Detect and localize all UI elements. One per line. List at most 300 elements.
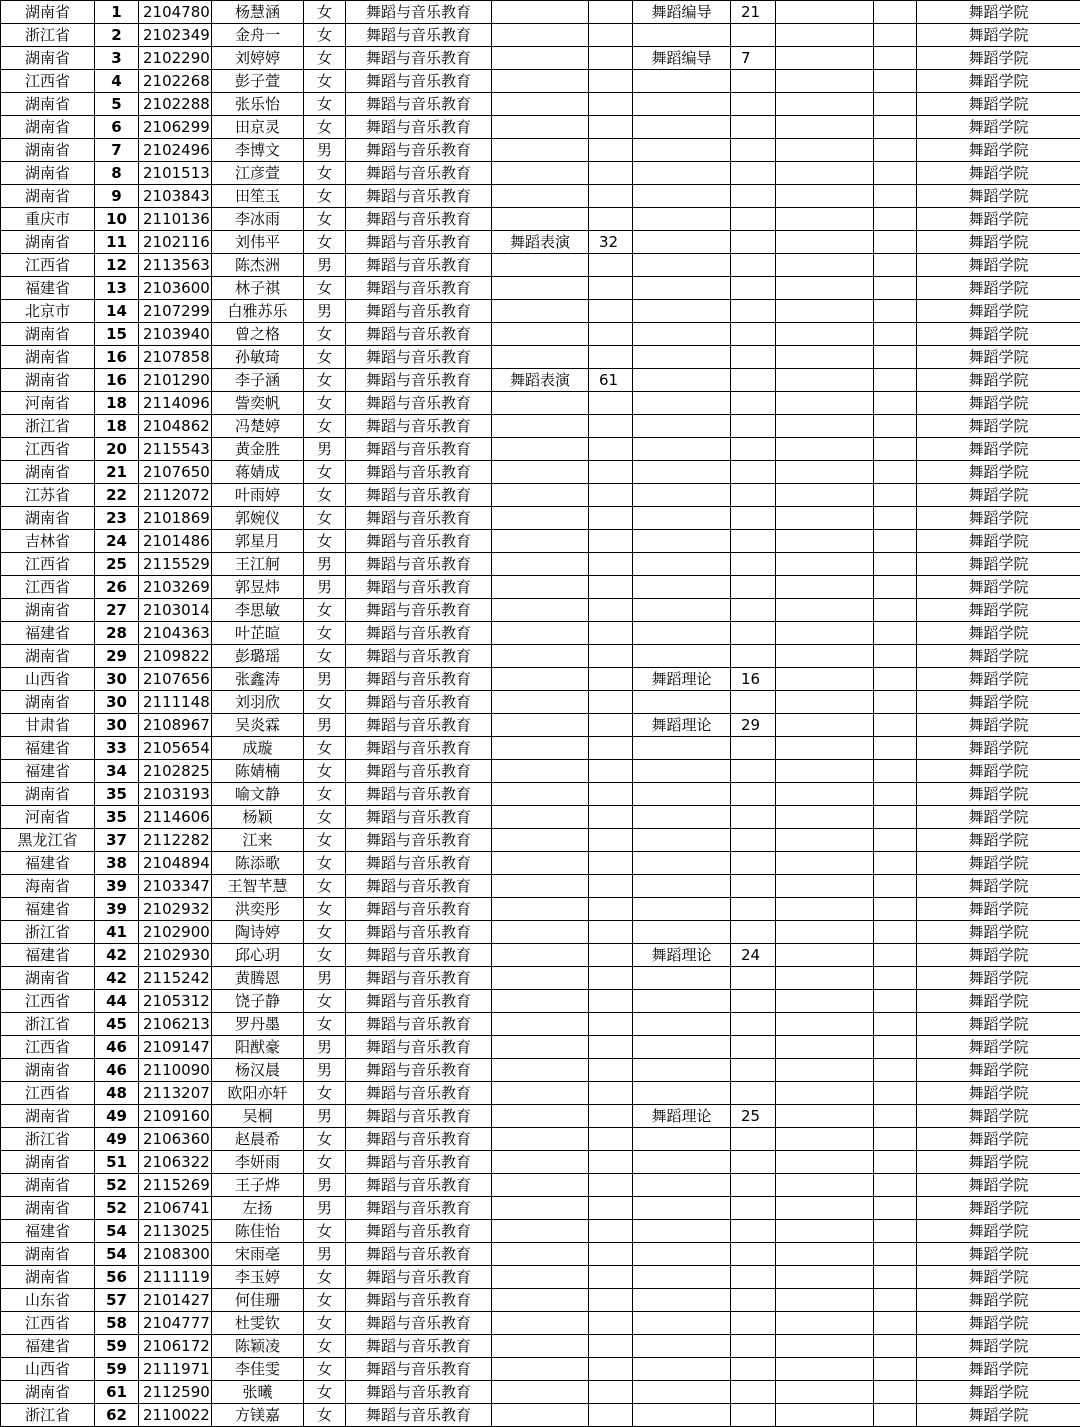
performance-subject-cell bbox=[492, 691, 589, 714]
performance-subject-cell bbox=[492, 576, 589, 599]
name-cell: 黄腾恩 bbox=[212, 967, 304, 990]
choreo-theory-rank-cell bbox=[731, 806, 776, 829]
performance-rank-cell bbox=[589, 783, 633, 806]
name-cell: 曾之格 bbox=[212, 323, 304, 346]
performance-rank-cell bbox=[589, 392, 633, 415]
choreo-theory-rank-cell bbox=[731, 70, 776, 93]
extra-subject-cell bbox=[776, 162, 874, 185]
table-body bbox=[1, 1, 1080, 1427]
choreo-theory-subject-cell bbox=[633, 829, 731, 852]
exam-id-cell: 2103014 bbox=[139, 599, 212, 622]
college-cell: 舞蹈学院 bbox=[917, 1381, 1080, 1404]
gender-cell: 女 bbox=[304, 162, 346, 185]
choreo-theory-subject-cell bbox=[633, 1013, 731, 1036]
college-cell: 舞蹈学院 bbox=[917, 300, 1080, 323]
table-row bbox=[1, 967, 1080, 990]
choreo-theory-rank-cell bbox=[731, 1243, 776, 1266]
extra-subject-cell bbox=[776, 668, 874, 691]
rank-cell: 26 bbox=[95, 576, 139, 599]
gender-cell: 女 bbox=[304, 484, 346, 507]
major-cell: 舞蹈与音乐教育 bbox=[346, 507, 492, 530]
major-cell: 舞蹈与音乐教育 bbox=[346, 1197, 492, 1220]
province-cell: 山西省 bbox=[1, 1358, 95, 1381]
name-cell: 李妍雨 bbox=[212, 1151, 304, 1174]
rank-cell: 25 bbox=[95, 553, 139, 576]
table-row bbox=[1, 93, 1080, 116]
performance-rank-cell bbox=[589, 921, 633, 944]
exam-id-cell: 2102268 bbox=[139, 70, 212, 93]
extra-rank-cell bbox=[874, 668, 917, 691]
gender-cell: 女 bbox=[304, 70, 346, 93]
major-cell: 舞蹈与音乐教育 bbox=[346, 346, 492, 369]
choreo-theory-subject-cell bbox=[633, 1059, 731, 1082]
major-cell: 舞蹈与音乐教育 bbox=[346, 944, 492, 967]
choreo-theory-rank-cell bbox=[731, 645, 776, 668]
major-cell: 舞蹈与音乐教育 bbox=[346, 1059, 492, 1082]
extra-subject-cell bbox=[776, 875, 874, 898]
extra-subject-cell bbox=[776, 806, 874, 829]
gender-cell: 女 bbox=[304, 415, 346, 438]
major-cell: 舞蹈与音乐教育 bbox=[346, 93, 492, 116]
choreo-theory-subject-cell bbox=[633, 737, 731, 760]
performance-subject-cell bbox=[492, 530, 589, 553]
performance-subject-cell bbox=[492, 668, 589, 691]
choreo-theory-subject-cell bbox=[633, 1381, 731, 1404]
name-cell: 郭星月 bbox=[212, 530, 304, 553]
choreo-theory-rank-cell: 25 bbox=[731, 1105, 776, 1128]
choreo-theory-subject-cell bbox=[633, 1036, 731, 1059]
name-cell: 李思敏 bbox=[212, 599, 304, 622]
performance-subject-cell bbox=[492, 1358, 589, 1381]
college-cell: 舞蹈学院 bbox=[917, 645, 1080, 668]
choreo-theory-rank-cell bbox=[731, 1358, 776, 1381]
rank-cell: 59 bbox=[95, 1358, 139, 1381]
performance-subject-cell bbox=[492, 875, 589, 898]
performance-rank-cell bbox=[589, 1404, 633, 1427]
choreo-theory-subject-cell bbox=[633, 1128, 731, 1151]
choreo-theory-subject-cell bbox=[633, 70, 731, 93]
choreo-theory-rank-cell bbox=[731, 116, 776, 139]
choreo-theory-rank-cell bbox=[731, 438, 776, 461]
performance-subject-cell bbox=[492, 806, 589, 829]
major-cell: 舞蹈与音乐教育 bbox=[346, 369, 492, 392]
college-cell: 舞蹈学院 bbox=[917, 1013, 1080, 1036]
table-row bbox=[1, 323, 1080, 346]
performance-rank-cell bbox=[589, 47, 633, 70]
performance-subject-cell bbox=[492, 737, 589, 760]
performance-subject-cell bbox=[492, 1128, 589, 1151]
gender-cell: 女 bbox=[304, 93, 346, 116]
gender-cell: 男 bbox=[304, 668, 346, 691]
rank-cell: 61 bbox=[95, 1381, 139, 1404]
extra-rank-cell bbox=[874, 898, 917, 921]
table-row bbox=[1, 1, 1080, 24]
rank-cell: 10 bbox=[95, 208, 139, 231]
gender-cell: 男 bbox=[304, 1059, 346, 1082]
extra-subject-cell bbox=[776, 530, 874, 553]
province-cell: 福建省 bbox=[1, 1220, 95, 1243]
province-cell: 江苏省 bbox=[1, 484, 95, 507]
major-cell: 舞蹈与音乐教育 bbox=[346, 691, 492, 714]
exam-id-cell: 2101427 bbox=[139, 1289, 212, 1312]
gender-cell: 女 bbox=[304, 208, 346, 231]
extra-subject-cell bbox=[776, 1335, 874, 1358]
table-row bbox=[1, 1381, 1080, 1404]
name-cell: 刘婷婷 bbox=[212, 47, 304, 70]
gender-cell: 女 bbox=[304, 1082, 346, 1105]
performance-subject-cell bbox=[492, 392, 589, 415]
college-cell: 舞蹈学院 bbox=[917, 461, 1080, 484]
name-cell: 刘羽欣 bbox=[212, 691, 304, 714]
major-cell: 舞蹈与音乐教育 bbox=[346, 185, 492, 208]
college-cell: 舞蹈学院 bbox=[917, 852, 1080, 875]
choreo-theory-subject-cell bbox=[633, 599, 731, 622]
choreo-theory-subject-cell bbox=[633, 438, 731, 461]
choreo-theory-subject-cell bbox=[633, 484, 731, 507]
exam-id-cell: 2106299 bbox=[139, 116, 212, 139]
table-row bbox=[1, 47, 1080, 70]
province-cell: 河南省 bbox=[1, 392, 95, 415]
gender-cell: 女 bbox=[304, 829, 346, 852]
major-cell: 舞蹈与音乐教育 bbox=[346, 461, 492, 484]
choreo-theory-subject-cell bbox=[633, 622, 731, 645]
province-cell: 湖南省 bbox=[1, 783, 95, 806]
table-row bbox=[1, 1220, 1080, 1243]
table-row bbox=[1, 714, 1080, 737]
rank-cell: 46 bbox=[95, 1059, 139, 1082]
performance-subject-cell bbox=[492, 1312, 589, 1335]
major-cell: 舞蹈与音乐教育 bbox=[346, 1220, 492, 1243]
exam-id-cell: 2104862 bbox=[139, 415, 212, 438]
table-row bbox=[1, 1059, 1080, 1082]
college-cell: 舞蹈学院 bbox=[917, 760, 1080, 783]
performance-rank-cell bbox=[589, 1197, 633, 1220]
extra-rank-cell bbox=[874, 231, 917, 254]
choreo-theory-subject-cell bbox=[633, 392, 731, 415]
extra-subject-cell bbox=[776, 1381, 874, 1404]
gender-cell: 女 bbox=[304, 921, 346, 944]
performance-rank-cell bbox=[589, 346, 633, 369]
gender-cell: 女 bbox=[304, 392, 346, 415]
name-cell: 欧阳亦轩 bbox=[212, 1082, 304, 1105]
table-row bbox=[1, 645, 1080, 668]
exam-id-cell: 2109147 bbox=[139, 1036, 212, 1059]
exam-id-cell: 2107858 bbox=[139, 346, 212, 369]
choreo-theory-subject-cell bbox=[633, 898, 731, 921]
extra-subject-cell bbox=[776, 967, 874, 990]
exam-id-cell: 2103600 bbox=[139, 277, 212, 300]
name-cell: 李玉婷 bbox=[212, 1266, 304, 1289]
choreo-theory-subject-cell bbox=[633, 645, 731, 668]
province-cell: 湖南省 bbox=[1, 1266, 95, 1289]
name-cell: 叶芷暄 bbox=[212, 622, 304, 645]
extra-subject-cell bbox=[776, 783, 874, 806]
performance-subject-cell bbox=[492, 484, 589, 507]
exam-id-cell: 2106213 bbox=[139, 1013, 212, 1036]
choreo-theory-subject-cell bbox=[633, 1151, 731, 1174]
rank-cell: 5 bbox=[95, 93, 139, 116]
major-cell: 舞蹈与音乐教育 bbox=[346, 576, 492, 599]
performance-rank-cell bbox=[589, 1059, 633, 1082]
extra-subject-cell bbox=[776, 990, 874, 1013]
gender-cell: 女 bbox=[304, 231, 346, 254]
table-row bbox=[1, 438, 1080, 461]
table-row bbox=[1, 852, 1080, 875]
table-row bbox=[1, 1335, 1080, 1358]
table-row bbox=[1, 944, 1080, 967]
province-cell: 湖南省 bbox=[1, 185, 95, 208]
extra-subject-cell bbox=[776, 622, 874, 645]
rank-cell: 49 bbox=[95, 1105, 139, 1128]
college-cell: 舞蹈学院 bbox=[917, 622, 1080, 645]
college-cell: 舞蹈学院 bbox=[917, 346, 1080, 369]
extra-rank-cell bbox=[874, 1036, 917, 1059]
major-cell: 舞蹈与音乐教育 bbox=[346, 139, 492, 162]
extra-subject-cell bbox=[776, 24, 874, 47]
extra-rank-cell bbox=[874, 1335, 917, 1358]
name-cell: 彭子萱 bbox=[212, 70, 304, 93]
extra-subject-cell bbox=[776, 1105, 874, 1128]
extra-rank-cell bbox=[874, 162, 917, 185]
major-cell: 舞蹈与音乐教育 bbox=[346, 1266, 492, 1289]
college-cell: 舞蹈学院 bbox=[917, 139, 1080, 162]
extra-subject-cell bbox=[776, 507, 874, 530]
rank-cell: 11 bbox=[95, 231, 139, 254]
choreo-theory-subject-cell bbox=[633, 231, 731, 254]
major-cell: 舞蹈与音乐教育 bbox=[346, 24, 492, 47]
exam-id-cell: 2111971 bbox=[139, 1358, 212, 1381]
college-cell: 舞蹈学院 bbox=[917, 737, 1080, 760]
extra-subject-cell bbox=[776, 346, 874, 369]
extra-rank-cell bbox=[874, 1, 917, 24]
name-cell: 杜雯钦 bbox=[212, 1312, 304, 1335]
choreo-theory-rank-cell bbox=[731, 783, 776, 806]
province-cell: 重庆市 bbox=[1, 208, 95, 231]
college-cell: 舞蹈学院 bbox=[917, 1174, 1080, 1197]
college-cell: 舞蹈学院 bbox=[917, 1404, 1080, 1427]
gender-cell: 女 bbox=[304, 507, 346, 530]
province-cell: 浙江省 bbox=[1, 921, 95, 944]
performance-rank-cell bbox=[589, 277, 633, 300]
extra-subject-cell bbox=[776, 93, 874, 116]
table-row bbox=[1, 300, 1080, 323]
extra-subject-cell bbox=[776, 760, 874, 783]
performance-rank-cell bbox=[589, 208, 633, 231]
performance-rank-cell bbox=[589, 162, 633, 185]
college-cell: 舞蹈学院 bbox=[917, 254, 1080, 277]
college-cell: 舞蹈学院 bbox=[917, 1335, 1080, 1358]
choreo-theory-subject-cell bbox=[633, 921, 731, 944]
rank-cell: 45 bbox=[95, 1013, 139, 1036]
major-cell: 舞蹈与音乐教育 bbox=[346, 1105, 492, 1128]
province-cell: 湖南省 bbox=[1, 139, 95, 162]
rank-cell: 24 bbox=[95, 530, 139, 553]
gender-cell: 女 bbox=[304, 875, 346, 898]
gender-cell: 女 bbox=[304, 599, 346, 622]
rank-cell: 35 bbox=[95, 806, 139, 829]
performance-rank-cell bbox=[589, 254, 633, 277]
gender-cell: 女 bbox=[304, 1013, 346, 1036]
performance-rank-cell bbox=[589, 944, 633, 967]
name-cell: 洪奕彤 bbox=[212, 898, 304, 921]
choreo-theory-subject-cell bbox=[633, 323, 731, 346]
choreo-theory-rank-cell bbox=[731, 1151, 776, 1174]
choreo-theory-subject-cell bbox=[633, 530, 731, 553]
major-cell: 舞蹈与音乐教育 bbox=[346, 116, 492, 139]
performance-subject-cell bbox=[492, 461, 589, 484]
name-cell: 彭璐瑶 bbox=[212, 645, 304, 668]
gender-cell: 女 bbox=[304, 691, 346, 714]
choreo-theory-rank-cell bbox=[731, 254, 776, 277]
table-row bbox=[1, 1105, 1080, 1128]
choreo-theory-subject-cell bbox=[633, 760, 731, 783]
choreo-theory-rank-cell bbox=[731, 1335, 776, 1358]
table-row bbox=[1, 875, 1080, 898]
performance-subject-cell bbox=[492, 254, 589, 277]
name-cell: 陈添歌 bbox=[212, 852, 304, 875]
choreo-theory-rank-cell bbox=[731, 530, 776, 553]
choreo-theory-subject-cell bbox=[633, 185, 731, 208]
college-cell: 舞蹈学院 bbox=[917, 185, 1080, 208]
rank-cell: 51 bbox=[95, 1151, 139, 1174]
gender-cell: 女 bbox=[304, 1381, 346, 1404]
choreo-theory-rank-cell: 24 bbox=[731, 944, 776, 967]
name-cell: 邱心玥 bbox=[212, 944, 304, 967]
name-cell: 陈婧楠 bbox=[212, 760, 304, 783]
province-cell: 湖南省 bbox=[1, 1, 95, 24]
college-cell: 舞蹈学院 bbox=[917, 47, 1080, 70]
name-cell: 陶诗婷 bbox=[212, 921, 304, 944]
extra-rank-cell bbox=[874, 1197, 917, 1220]
exam-id-cell: 2103269 bbox=[139, 576, 212, 599]
rank-cell: 18 bbox=[95, 415, 139, 438]
major-cell: 舞蹈与音乐教育 bbox=[346, 852, 492, 875]
performance-rank-cell bbox=[589, 829, 633, 852]
name-cell: 宋雨亳 bbox=[212, 1243, 304, 1266]
performance-subject-cell bbox=[492, 139, 589, 162]
college-cell: 舞蹈学院 bbox=[917, 1266, 1080, 1289]
performance-rank-cell bbox=[589, 875, 633, 898]
gender-cell: 女 bbox=[304, 461, 346, 484]
choreo-theory-rank-cell bbox=[731, 185, 776, 208]
performance-rank-cell bbox=[589, 484, 633, 507]
college-cell: 舞蹈学院 bbox=[917, 484, 1080, 507]
gender-cell: 男 bbox=[304, 967, 346, 990]
rank-cell: 13 bbox=[95, 277, 139, 300]
table-row bbox=[1, 461, 1080, 484]
choreo-theory-rank-cell bbox=[731, 1059, 776, 1082]
rank-cell: 28 bbox=[95, 622, 139, 645]
rank-cell: 34 bbox=[95, 760, 139, 783]
performance-subject-cell bbox=[492, 1220, 589, 1243]
performance-rank-cell: 61 bbox=[589, 369, 633, 392]
extra-subject-cell bbox=[776, 461, 874, 484]
rank-cell: 37 bbox=[95, 829, 139, 852]
exam-id-cell: 2101290 bbox=[139, 369, 212, 392]
province-cell: 浙江省 bbox=[1, 1128, 95, 1151]
gender-cell: 女 bbox=[304, 1312, 346, 1335]
exam-id-cell: 2105312 bbox=[139, 990, 212, 1013]
performance-subject-cell bbox=[492, 599, 589, 622]
table-row bbox=[1, 415, 1080, 438]
province-cell: 吉林省 bbox=[1, 530, 95, 553]
rank-cell: 62 bbox=[95, 1404, 139, 1427]
extra-rank-cell bbox=[874, 185, 917, 208]
choreo-theory-rank-cell bbox=[731, 622, 776, 645]
choreo-theory-rank-cell: 29 bbox=[731, 714, 776, 737]
choreo-theory-subject-cell bbox=[633, 254, 731, 277]
table-row bbox=[1, 990, 1080, 1013]
name-cell: 陈颖凌 bbox=[212, 1335, 304, 1358]
choreo-theory-rank-cell bbox=[731, 231, 776, 254]
gender-cell: 女 bbox=[304, 806, 346, 829]
exam-id-cell: 2101486 bbox=[139, 530, 212, 553]
extra-subject-cell bbox=[776, 1128, 874, 1151]
name-cell: 林子祺 bbox=[212, 277, 304, 300]
gender-cell: 女 bbox=[304, 1220, 346, 1243]
name-cell: 左扬 bbox=[212, 1197, 304, 1220]
choreo-theory-rank-cell bbox=[731, 484, 776, 507]
choreo-theory-rank-cell bbox=[731, 208, 776, 231]
exam-id-cell: 2109822 bbox=[139, 645, 212, 668]
extra-subject-cell bbox=[776, 829, 874, 852]
table-row bbox=[1, 139, 1080, 162]
name-cell: 江彦萱 bbox=[212, 162, 304, 185]
exam-id-cell: 2108300 bbox=[139, 1243, 212, 1266]
rank-cell: 35 bbox=[95, 783, 139, 806]
exam-id-cell: 2102116 bbox=[139, 231, 212, 254]
name-cell: 孙敏琦 bbox=[212, 346, 304, 369]
province-cell: 湖南省 bbox=[1, 645, 95, 668]
college-cell: 舞蹈学院 bbox=[917, 921, 1080, 944]
gender-cell: 女 bbox=[304, 323, 346, 346]
extra-subject-cell bbox=[776, 1082, 874, 1105]
gender-cell: 女 bbox=[304, 990, 346, 1013]
choreo-theory-rank-cell bbox=[731, 599, 776, 622]
province-cell: 江西省 bbox=[1, 553, 95, 576]
performance-rank-cell bbox=[589, 898, 633, 921]
extra-rank-cell bbox=[874, 1151, 917, 1174]
major-cell: 舞蹈与音乐教育 bbox=[346, 1358, 492, 1381]
extra-rank-cell bbox=[874, 300, 917, 323]
rank-cell: 42 bbox=[95, 967, 139, 990]
province-cell: 湖南省 bbox=[1, 231, 95, 254]
extra-subject-cell bbox=[776, 392, 874, 415]
choreo-theory-rank-cell bbox=[731, 1174, 776, 1197]
performance-subject-cell bbox=[492, 1197, 589, 1220]
choreo-theory-subject-cell bbox=[633, 277, 731, 300]
rank-cell: 49 bbox=[95, 1128, 139, 1151]
performance-subject-cell bbox=[492, 1266, 589, 1289]
province-cell: 湖南省 bbox=[1, 369, 95, 392]
performance-subject-cell bbox=[492, 990, 589, 1013]
province-cell: 江西省 bbox=[1, 438, 95, 461]
gender-cell: 女 bbox=[304, 737, 346, 760]
extra-rank-cell bbox=[874, 806, 917, 829]
extra-rank-cell bbox=[874, 369, 917, 392]
choreo-theory-subject-cell bbox=[633, 875, 731, 898]
extra-rank-cell bbox=[874, 24, 917, 47]
performance-subject-cell bbox=[492, 1151, 589, 1174]
performance-subject-cell bbox=[492, 921, 589, 944]
performance-subject-cell bbox=[492, 24, 589, 47]
name-cell: 陈杰洲 bbox=[212, 254, 304, 277]
table-row bbox=[1, 921, 1080, 944]
table-row bbox=[1, 484, 1080, 507]
province-cell: 湖南省 bbox=[1, 507, 95, 530]
choreo-theory-rank-cell bbox=[731, 1197, 776, 1220]
performance-subject-cell bbox=[492, 1289, 589, 1312]
